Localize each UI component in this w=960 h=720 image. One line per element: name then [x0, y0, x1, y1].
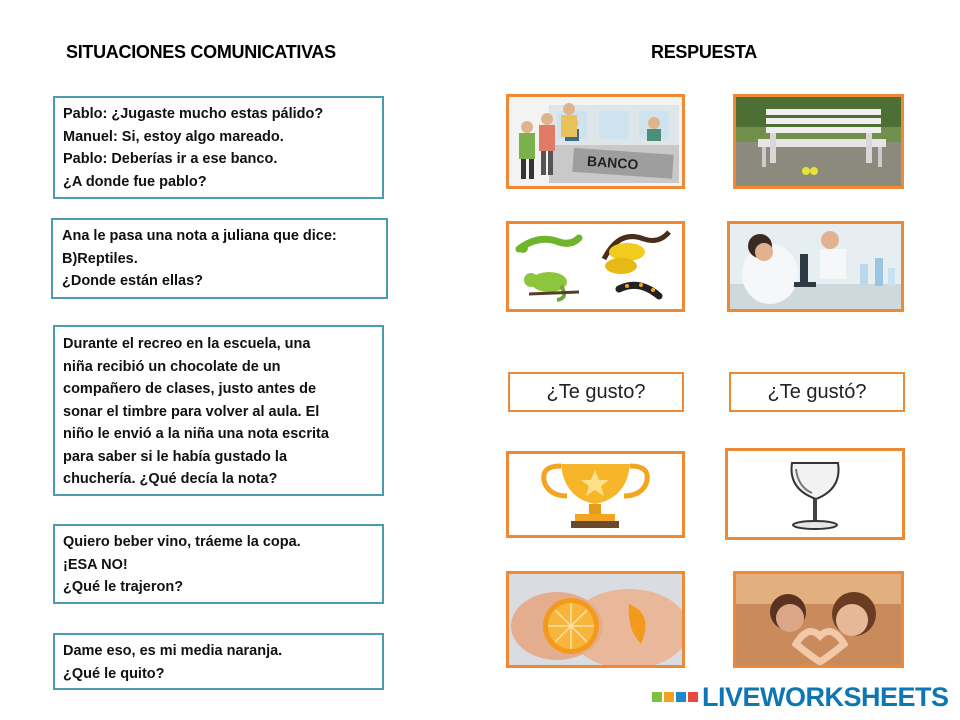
option-label: ¿Te gustó?	[767, 380, 867, 403]
answer-wineglass-image[interactable]	[725, 448, 905, 540]
question-line: ¿Qué le trajeron?	[63, 579, 184, 595]
option-label: ¿Te gusto?	[546, 380, 646, 403]
situaciones-heading: SITUACIONES COMUNICATIVAS	[66, 42, 336, 62]
question-line: ¡ESA NO!	[63, 556, 128, 573]
question-line: B)Reptiles.	[62, 250, 138, 267]
respuesta-heading: RESPUESTA	[651, 42, 757, 62]
question-line: ¿Donde están ellas?	[62, 273, 204, 289]
question-line: ¿Qué le quito?	[63, 665, 165, 682]
couple-heart-scene	[736, 574, 901, 665]
question-line: Quiero beber vino, tráeme la copa.	[63, 534, 301, 550]
question-line: Manuel: Si, estoy algo mareado.	[63, 128, 284, 145]
question-line: Ana le pasa una nota a juliana que dice:	[62, 228, 337, 244]
answer-reptiles-image[interactable]	[506, 221, 685, 312]
answer-orange-image[interactable]	[506, 571, 685, 668]
orange-halves-scene	[509, 574, 682, 665]
laboratory-scene	[730, 224, 901, 309]
question-box-1	[53, 96, 384, 199]
answer-bank-image[interactable]	[506, 94, 685, 189]
question-line: sonar el timbre para volver al aula. El	[63, 403, 320, 420]
bank-scene	[509, 97, 682, 186]
question-line: para saber si le había gustado la	[63, 448, 288, 465]
question-line: ¿A donde fue pablo?	[63, 173, 207, 190]
question-box-4	[53, 524, 384, 604]
reptiles-scene	[509, 224, 682, 309]
question-line: Durante el recreo en la escuela, una	[63, 336, 311, 352]
answer-lab-image[interactable]	[727, 221, 904, 312]
wine-glass-icon	[728, 451, 902, 537]
answer-couple-image[interactable]	[733, 571, 904, 668]
answer-option-te-gusto-accent[interactable]	[729, 372, 905, 412]
question-line: niña recibió un chocolate de un	[63, 358, 281, 375]
brand-logo-blocks	[652, 692, 698, 702]
liveworksheets-logo	[652, 680, 949, 714]
brand-name: LIVEWORKSHEETS	[702, 681, 949, 712]
question-line: Dame eso, es mi media naranja.	[63, 643, 283, 659]
answer-trophy-image[interactable]	[506, 451, 685, 538]
answer-bench-image[interactable]	[733, 94, 904, 189]
answer-option-te-gusto[interactable]	[508, 372, 684, 412]
trophy-cup-icon	[509, 454, 682, 535]
question-line: niño le envió a la niña una nota escrita	[63, 426, 329, 442]
question-box-5	[53, 633, 384, 690]
banco-sign: BANCO	[586, 152, 639, 173]
question-line: compañero de clases, justo antes de	[63, 381, 317, 397]
question-line: Pablo: Deberías ir a ese banco.	[63, 151, 278, 167]
question-line: chuchería. ¿Qué decía la nota?	[63, 471, 278, 487]
park-bench-scene	[736, 97, 901, 186]
question-line: Pablo: ¿Jugaste mucho estas pálido?	[63, 106, 324, 122]
question-box-3	[53, 325, 384, 496]
question-box-2	[51, 218, 388, 299]
